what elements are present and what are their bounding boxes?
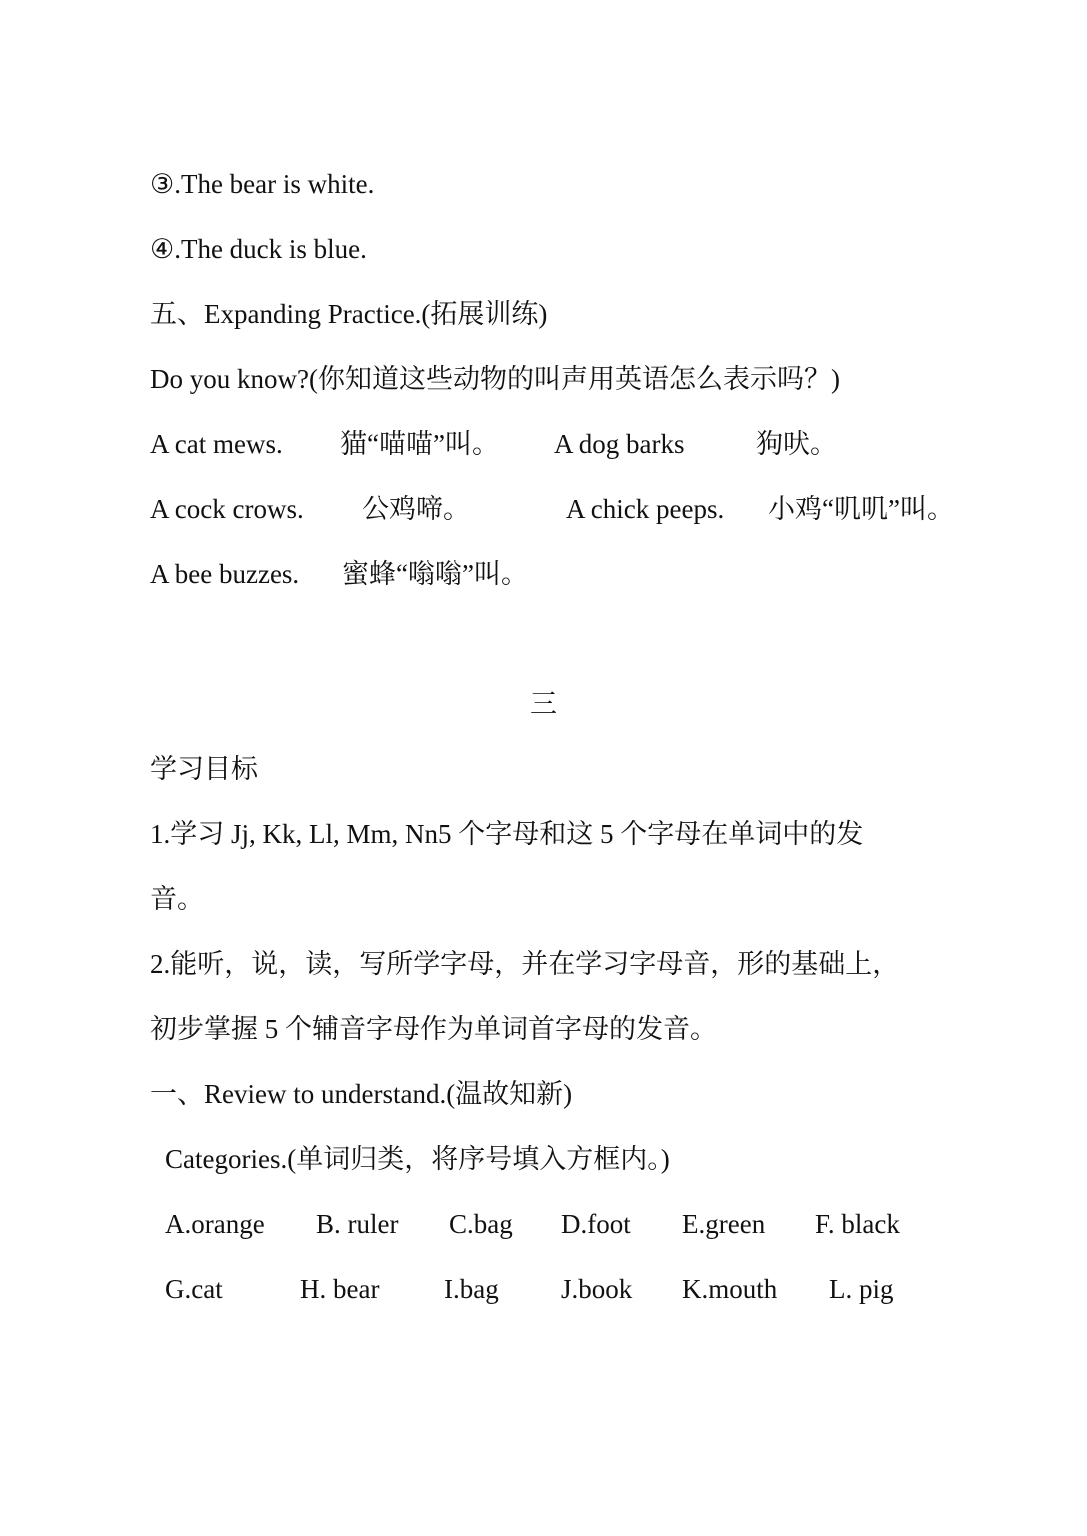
word-option: H. bear	[300, 1274, 380, 1304]
animal-sound-en: A chick peeps.	[566, 494, 725, 524]
word-option: C.bag	[449, 1209, 513, 1239]
animal-sound-en: A bee buzzes.	[150, 559, 300, 589]
animal-sound-en: A cock crows.	[150, 494, 304, 524]
section-title-expanding-practice: 五、Expanding Practice.(拓展训练)	[150, 299, 548, 329]
goal-1-line-1: 1.学习 Jj, Kk, Ll, Mm, Nn5 个字母和这 5 个字母在单词中的发	[150, 819, 864, 849]
section-title-review: 一、Review to understand.(温故知新)	[150, 1079, 573, 1109]
word-option: A.orange	[165, 1209, 265, 1239]
word-option: L. pig	[829, 1274, 894, 1304]
word-option: J.book	[561, 1274, 633, 1304]
animal-sound-en: A cat mews.	[150, 429, 283, 459]
sentence-item-4: ④.The duck is blue.	[150, 234, 367, 264]
goal-1-line-2: 音。	[150, 884, 204, 914]
categories-instruction: Categories.(单词归类，将序号填入方框内。)	[165, 1144, 670, 1174]
animal-sound-zh: 狗吠。	[756, 429, 837, 459]
word-option: F. black	[815, 1209, 900, 1239]
expanding-question: Do you know?(你知道这些动物的叫声用英语怎么表示吗？)	[150, 364, 840, 394]
sentence-item-3: ③.The bear is white.	[150, 169, 375, 199]
goal-2-line-1: 2.能听，说，读，写所学字母，并在学习字母音，形的基础上，	[150, 949, 900, 979]
word-option: G.cat	[165, 1274, 223, 1304]
goal-2-line-2: 初步掌握 5 个辅音字母作为单词首字母的发音。	[150, 1014, 717, 1044]
animal-sound-zh: 蜜蜂“嗡嗡”叫。	[342, 559, 528, 589]
word-option: E.green	[682, 1209, 766, 1239]
animal-sound-zh: 猫“喵喵”叫。	[340, 429, 499, 459]
word-option: D.foot	[561, 1209, 631, 1239]
animal-sound-zh: 小鸡“叽叽”叫。	[768, 494, 954, 524]
animal-sound-zh: 公鸡啼。	[362, 494, 470, 524]
animal-sound-en: A dog barks	[554, 429, 685, 459]
word-option: K.mouth	[682, 1274, 778, 1304]
word-option: I.bag	[444, 1274, 499, 1304]
learning-goals-title: 学习目标	[150, 754, 258, 784]
word-option: B. ruler	[316, 1209, 399, 1239]
lesson-number-heading: 三	[530, 689, 557, 719]
